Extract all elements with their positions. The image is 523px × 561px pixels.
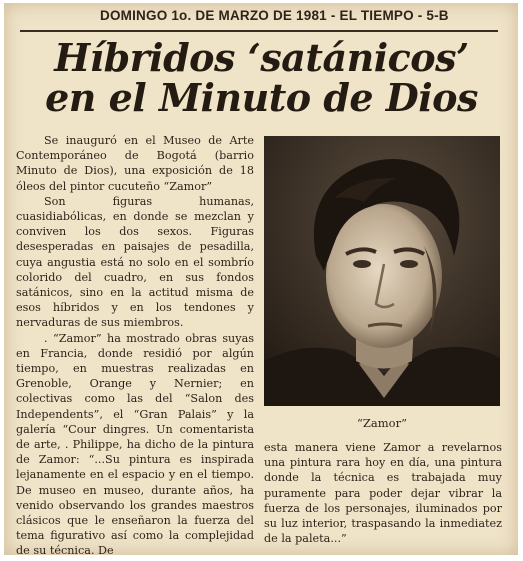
portrait-photo [264,136,500,406]
headline-line-1: Híbridos ‘satánicos’ [54,35,469,80]
article-paragraph: esta manera viene Zamor a revelarnos una pintura rara hoy en día, una pintura donde la técnica es trabajada muy puramente para poder dejar vibrar la fuerza de los personajes, iluminados por su luz interior, traspasando la inmediatez de la paleta...” [264,441,502,546]
article-column-1 [16,133,254,559]
article-paragraph: Se inauguró en el Museo de Arte Contemporáneo de Bogotá (barrio Minuto de Dios), una exposición de 18 óleos del pintor cucuteño “Zamor” [16,134,254,193]
header-rule [20,30,498,32]
headline-line-2: en el Minuto de Dios [45,75,478,120]
article-paragraph: . “Zamor” ha mostrado obras suyas en Francia, donde residió por algún tiempo, en muestras realizadas en Grenoble, Orange y Nernier; en colectivas como las del “Salon des Independents”, el “Gran Palais” y la galería “Cour dingres. Un comentarista de arte, . Philippe, ha dicho de la pintura de Zamor: “...Su pintura es inspirada lejanamente en el espacio y en el tiempo. De museo en museo, durante años, ha venido observando los grandes maestros clásicos que le enseñaron la fuerza del tema figurativo así como la complejidad de su técnica. De [16,331,254,558]
article-paragraph: Son figuras humanas, cuasidiabólicas, en donde se mezclan y conviven los dos sexos. Figuras desesperadas en paisajes de pesadilla, cuya angustia está no solo en el sombrío colorido del cuadro, en sus fondos satánicos, sino en la actitud misma de esos híbridos y en los tendones y nervaduras de sus miembros. [16,194,254,330]
headline [0,35,523,120]
portrait-photo-icon [264,136,500,406]
dateline: DOMINGO 1o. DE MARZO DE 1981 - EL TIEMPO - 5-B [100,8,449,23]
photo-caption: “Zamor” [357,416,407,430]
article-column-2 [264,440,502,546]
